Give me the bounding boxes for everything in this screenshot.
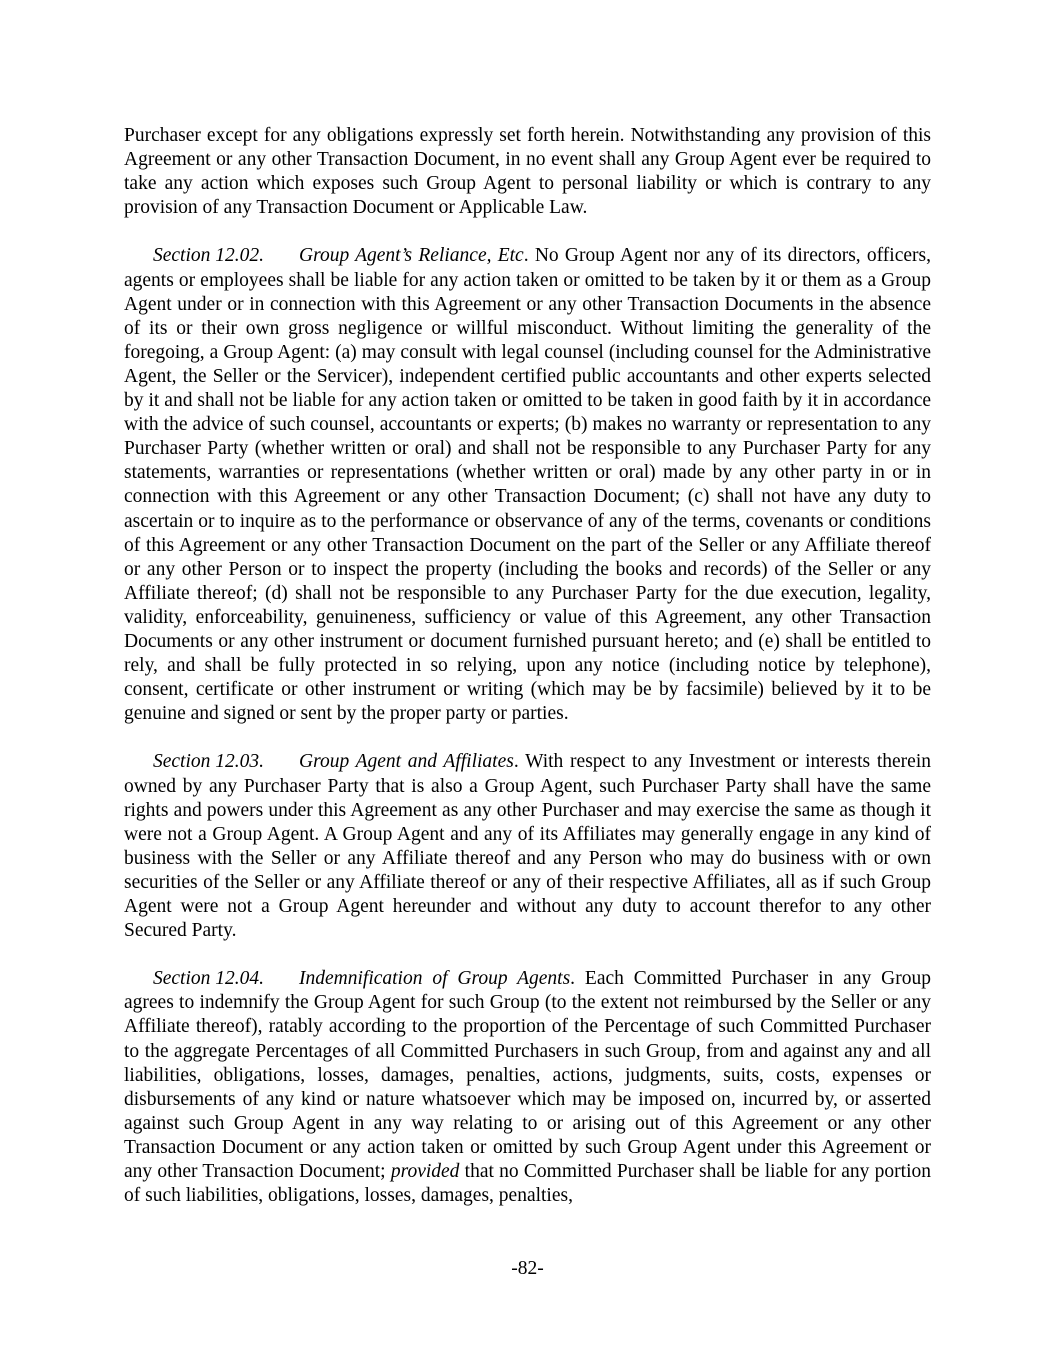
section-title: Indemnification of Group Agents <box>299 968 571 990</box>
document-page <box>124 124 931 1232</box>
section-body: . Each Committed Purchaser in any Group agrees to indemnify the Group Agent for such Group (to the extent not reimbursed by the Seller or any Affiliate thereof), ratably according to the proportion of the Percentage of such Committed Purchaser to the aggregate Percentages of all Committed Purchasers in such Group, from and against any and all liabilities, obligations, losses, damages, penalties, actions, judgments, suits, costs, expenses or disbursements of any kind or nature whatsoever which may be imposed on, incurred by, or asserted against such Group Agent in any way relating to or arising out of this Agreement or any other Transaction Document or any action taken or omitted by such Group Agent under this Agreement or any other Transaction Document; <box>124 968 932 1183</box>
section-number: Section 12.04. <box>153 968 265 990</box>
section-12-02 <box>124 244 931 726</box>
section-title: Group Agent’s Reliance, Etc <box>299 245 524 267</box>
section-number: Section 12.02. <box>153 245 265 267</box>
section-body: . No Group Agent nor any of its directors, officers, agents or employees shall be liable for any action taken or omitted to be taken by it or them as a Group Agent under or in connection with this Agreement or any other Transaction Documents in the absence of its or their own gross negligence or willful misconduct. Without limiting the generality of the foregoing, a Group Agent: (a) may consult with legal counsel (including counsel for the Administrative Agent, the Seller or the Servicer), independent certified public accountants and other experts selected by it and shall not be liable for any action taken or omitted to be taken in good faith by it in accordance with the advice of such counsel, accountants or experts; (b) makes no warranty or representation to any Purchaser Party (whether written or oral) and shall not be responsible to any Purchaser Party for any statements, warranties or representations (whether written or oral) made by any other party in or in connection with this Agreement or any other Transaction Document; (c) shall not have any duty to ascertain or to inquire as to the performance or observance of any of the terms, covenants or conditions of this Agreement or any other Transaction Document on the part of the Seller or any Affiliate thereof or any other Person or to inspect the property (including the books and records) of the Seller or any Affiliate thereof; (d) shall not be responsible to any Purchaser Party for the due execution, legality, validity, enforceability, genuineness, sufficiency or value of this Agreement, any other Transaction Documents or any other instrument or document furnished pursuant hereto; and (e) shall be entitled to rely, and shall be fully protected in so relying, upon any notice (including notice by telephone), consent, certificate or other instrument or writing (which may be by facsimile) believed by it to be genuine and signed or sent by the proper party or parties. <box>124 245 931 725</box>
section-body: . With respect to any Investment or interests therein owned by any Purchaser Party that is also a Group Agent, such Purchaser Party shall have the same rights and powers under this Agreement as any other Purchaser and may exercise the same as though it were not a Group Agent. A Group Agent and any of its Affiliates may generally engage in any kind of business with the Seller or any Affiliate thereof and any Person who may do business with or own securities of the Seller or any Affiliate thereof or any of their respective Affiliates, all as if such Group Agent were not a Group Agent hereunder and without any duty to account therefor to any other Secured Party. <box>124 751 931 942</box>
section-title: Group Agent and Affiliates <box>299 751 514 773</box>
page-number: -82- <box>511 1258 544 1279</box>
section-12-04 <box>124 967 931 1208</box>
paragraph-text: Purchaser except for any obligations expressly set forth herein. Notwithstanding any provision of this Agreement or any other Transaction Document, in no event shall any Group Agent ever be required to take any action which exposes such Group Agent to personal liability or which is contrary to any provision of any Transaction Document or Applicable Law. <box>124 125 931 219</box>
section-number: Section 12.03. <box>153 751 265 773</box>
section-body-tail: that no Committed Purchaser shall be liable for any portion of such liabilities, obligations, losses, damages, penalties, <box>124 1161 931 1207</box>
paragraph-continuation <box>124 124 931 220</box>
provided-emphasis: provided <box>390 1161 460 1183</box>
section-12-03 <box>124 750 931 943</box>
